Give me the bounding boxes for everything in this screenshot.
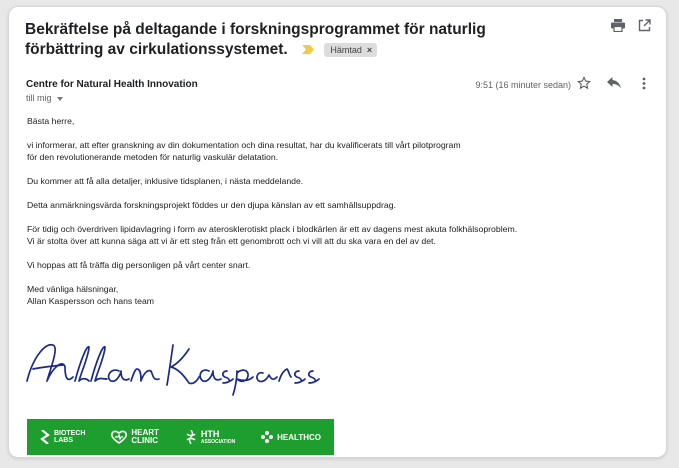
recipient-text: till mig	[26, 93, 52, 103]
partner-name-line: LABS	[53, 437, 74, 444]
email-subject	[25, 20, 565, 60]
label-chip	[324, 43, 377, 57]
body-paragraph: Du kommer att få alla detaljer, inklusive tidsplanen, i nästa meddelande.	[27, 176, 304, 186]
body-paragraph: Detta anmärkningsvärda forskningsprojekt föddes ur den djupa känslan av ett samhällsuppdrag.	[27, 200, 396, 210]
handwritten-signature	[23, 337, 323, 402]
partner-name-line: HEART	[131, 428, 159, 437]
sender-name[interactable]: Centre for Natural Health Innovation	[26, 79, 198, 90]
open-in-new-window-icon[interactable]	[636, 17, 652, 33]
importance-marker-icon[interactable]	[302, 40, 314, 60]
healthco-logo-icon	[261, 431, 273, 443]
remove-label-icon[interactable]: ×	[366, 45, 373, 55]
partner-name-line: HEALTHCO	[277, 432, 321, 442]
hth-association-logo-icon	[185, 430, 197, 444]
body-paragraph: Med vänliga hälsningar, Allan Kaspersson och hans team	[27, 284, 155, 306]
chevron-down-icon[interactable]	[57, 97, 63, 101]
subject-text: Bekräftelse på deltagande i forskningsprogrammet för naturlig förbättring av cirkulationssystemet.	[25, 21, 486, 59]
more-vertical-icon[interactable]	[636, 75, 652, 91]
heart-clinic-logo-icon	[111, 430, 127, 444]
partner-name-line: ASSOCIATION	[200, 438, 236, 445]
email-body	[27, 115, 627, 319]
reply-icon[interactable]	[606, 75, 622, 91]
printer-icon[interactable]	[610, 17, 626, 33]
body-paragraph: Bästa herre,	[27, 116, 75, 126]
partner-logos-banner	[27, 419, 334, 455]
star-icon[interactable]	[576, 75, 592, 91]
body-paragraph: vi informerar, att efter granskning av din dokumentation och dina resultat, har du kvalificerats till vårt pilotprogram för den revolutionerande metoden för naturlig vaskulär delatation.	[27, 140, 461, 162]
email-timestamp: 9:51 (16 minuter sedan)	[475, 80, 571, 90]
heart-clinic-logo	[111, 429, 159, 445]
partner-name-line: HTH	[200, 428, 220, 439]
partner-name-line: CLINIC	[131, 436, 159, 445]
biotech-labs-logo	[40, 430, 86, 444]
recipient-line[interactable]	[26, 93, 63, 103]
healthco-logo	[261, 431, 321, 443]
hth-association-logo	[185, 430, 235, 445]
body-paragraph: Vi hoppas att få träffa dig personligen på vårt center snart.	[27, 260, 251, 270]
top-toolbar	[610, 17, 652, 33]
email-view	[8, 6, 667, 458]
body-paragraph: För tidig och överdriven lipidavlagring i form av aterosklerotiskt plack i blodkärlen är ett av dagens mest akuta folkhälsoproblem. Vi är stolta över att kunna säga att vi är ett steg från ett genombrott och vi vill att du ska vara en del av det.	[27, 224, 518, 246]
biotech-labs-logo-icon	[40, 430, 50, 444]
message-actions	[576, 75, 652, 91]
partner-name-line: BIOTECH	[53, 430, 86, 437]
label-chip-text: Hämtad	[330, 45, 362, 55]
